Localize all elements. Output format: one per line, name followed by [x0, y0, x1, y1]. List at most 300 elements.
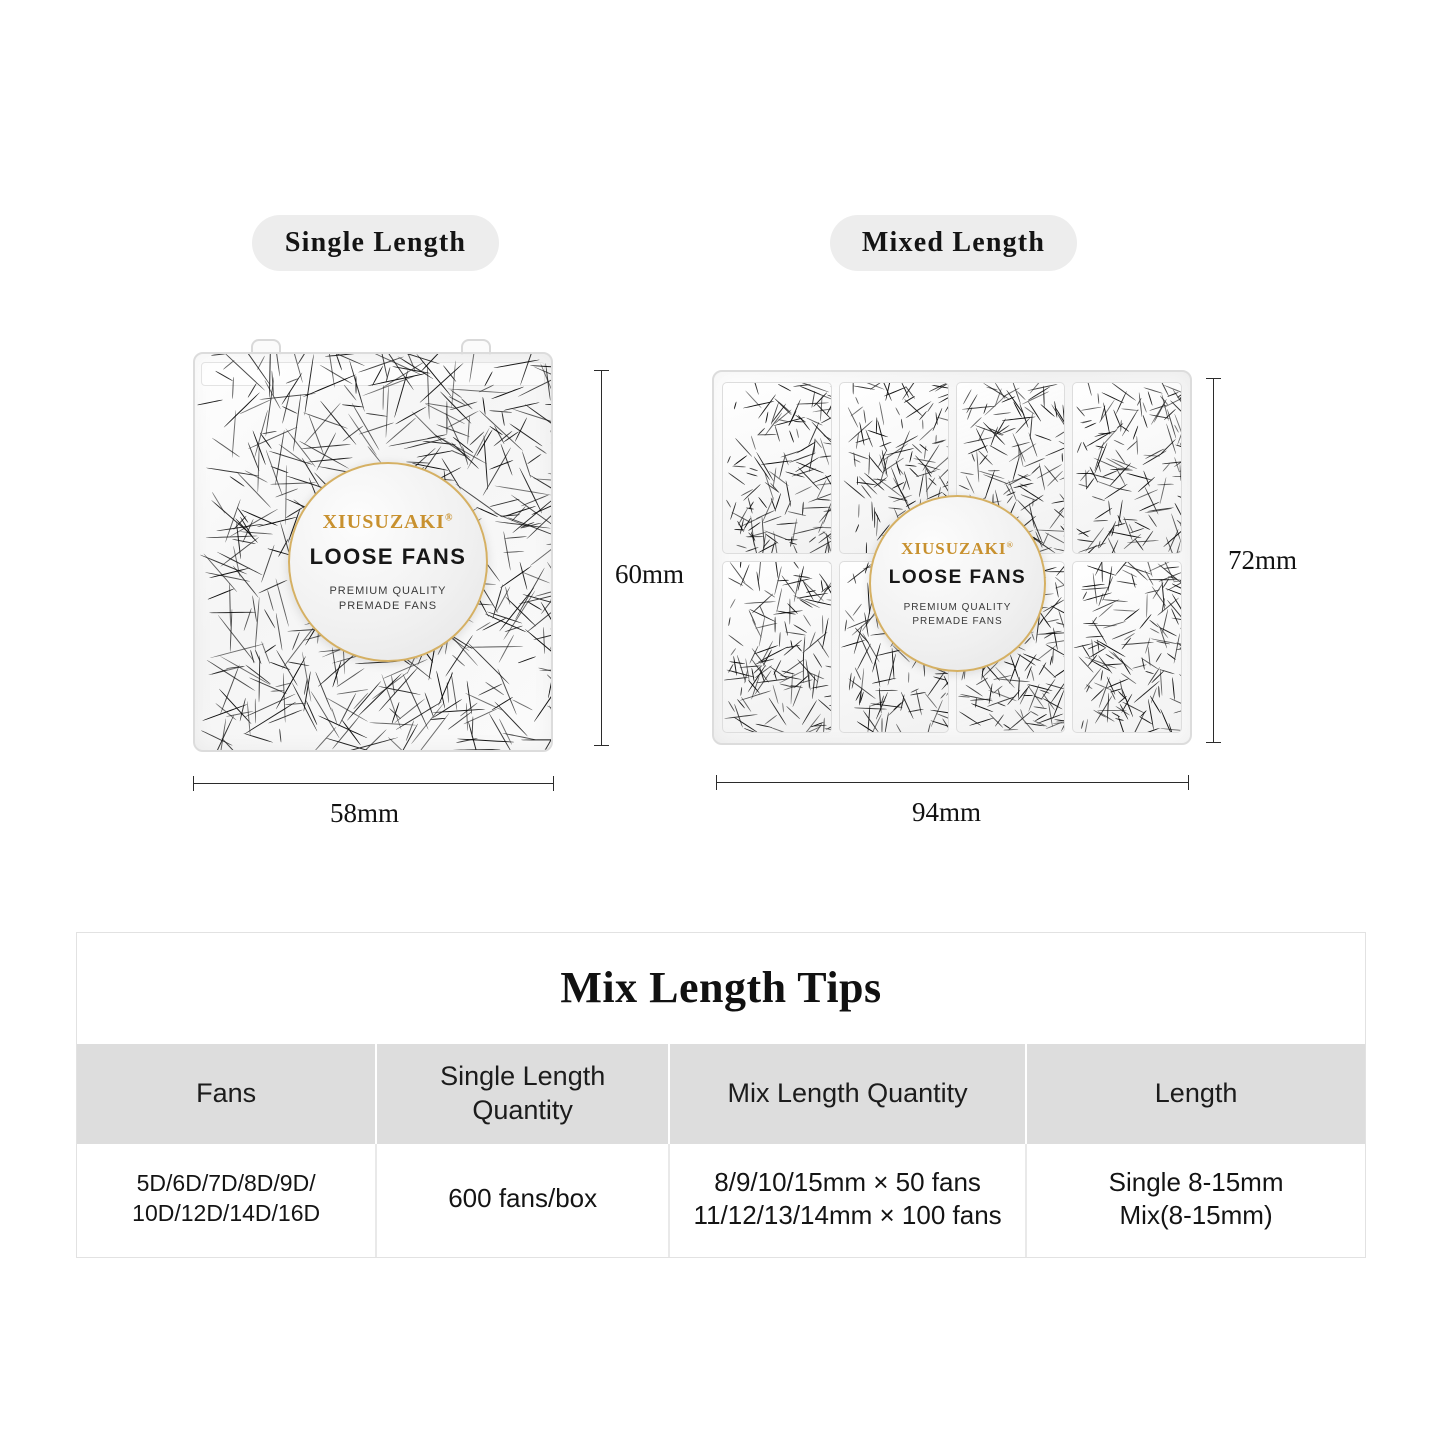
lash-stroke	[896, 723, 905, 733]
lash-stroke	[820, 579, 823, 591]
lash-stroke	[1136, 436, 1138, 455]
dim-label-single-height: 60mm	[615, 559, 685, 589]
brand-sticker-single	[288, 462, 488, 662]
lash-stroke	[786, 706, 800, 720]
lash-stroke	[1122, 570, 1138, 579]
lash-stroke	[303, 354, 314, 415]
lash-stroke	[933, 407, 944, 431]
lash-stroke	[803, 506, 831, 508]
lash-stroke	[1022, 391, 1049, 405]
lash-stroke	[1106, 654, 1115, 660]
lash-stroke	[1081, 720, 1084, 729]
lash-stroke	[785, 621, 789, 636]
lash-stroke	[489, 410, 512, 413]
lash-stroke	[905, 464, 917, 467]
lash-stroke	[895, 407, 900, 416]
lash-stroke	[335, 667, 364, 687]
lash-stroke	[1178, 495, 1182, 499]
lash-stroke	[796, 429, 799, 439]
lash-stroke	[419, 362, 464, 403]
lash-stroke	[1056, 622, 1065, 625]
lash-stroke	[278, 729, 281, 743]
cell-fans-line1: 5D/6D/7D/8D/9D/	[136, 1170, 316, 1197]
lash-stroke	[925, 692, 938, 708]
lash-stroke	[770, 542, 775, 554]
lash-stroke	[1157, 483, 1174, 485]
label-mixed-length-text: Mixed Length	[861, 227, 1046, 258]
lash-stroke	[989, 444, 1008, 455]
lash-stroke	[1031, 669, 1035, 681]
lash-stroke	[793, 544, 801, 554]
dim-line-mixed-height	[1213, 378, 1214, 742]
lash-stroke	[1078, 484, 1088, 488]
sticker-sub-text	[329, 584, 446, 614]
lash-stroke	[1142, 530, 1154, 546]
lash-stroke	[498, 634, 515, 663]
lash-stroke	[1155, 652, 1162, 662]
lash-stroke	[208, 587, 235, 599]
lash-stroke	[733, 455, 747, 466]
table-head	[77, 1044, 1365, 1144]
lash-stroke	[336, 689, 368, 695]
lash-stroke	[1142, 402, 1147, 413]
lash-stroke	[1100, 670, 1103, 681]
lash-stroke	[212, 438, 240, 458]
lash-stroke	[730, 648, 736, 656]
lash-stroke	[910, 467, 920, 477]
lash-stroke	[808, 536, 816, 543]
lash-stroke	[1126, 473, 1152, 481]
lash-stroke	[764, 714, 777, 725]
lash-stroke	[217, 614, 256, 663]
lash-stroke	[500, 565, 532, 588]
lash-stroke	[1023, 695, 1033, 697]
lash-stroke	[867, 430, 888, 438]
lash-stroke	[725, 500, 731, 508]
lash-fans-texture	[723, 383, 831, 553]
lash-stroke	[816, 499, 831, 501]
lash-stroke	[1113, 440, 1124, 446]
lash-stroke	[366, 413, 388, 417]
lash-stroke	[1086, 477, 1095, 489]
sticker-brand-mark: ®	[444, 512, 454, 523]
dim-cap-single-width-left	[193, 776, 194, 791]
lash-stroke	[845, 620, 848, 632]
lash-stroke	[1045, 570, 1065, 571]
lash-stroke	[1096, 640, 1126, 658]
lash-stroke	[1053, 547, 1065, 554]
lash-stroke	[1142, 414, 1148, 428]
lash-stroke	[849, 452, 870, 460]
lash-stroke	[1055, 561, 1065, 576]
lash-stroke	[1015, 417, 1031, 434]
cell-length-line1: Single 8-15mm	[1108, 1166, 1284, 1197]
lash-stroke	[1082, 442, 1088, 452]
lash-stroke	[749, 467, 758, 471]
lash-stroke	[244, 732, 274, 742]
lash-stroke	[383, 385, 385, 410]
dim-label-single-width: 58mm	[330, 798, 400, 828]
lash-stroke	[512, 408, 553, 426]
lash-stroke	[493, 359, 540, 369]
lash-stroke	[1077, 539, 1094, 542]
lash-stroke	[777, 383, 790, 391]
lash-stroke	[223, 392, 259, 428]
lash-stroke	[436, 424, 470, 438]
lash-stroke	[524, 628, 553, 666]
lash-stroke	[1030, 711, 1038, 716]
lash-stroke	[728, 634, 744, 646]
lash-stroke	[733, 401, 736, 409]
lash-stroke	[543, 627, 546, 654]
product-photo-single-length	[193, 352, 553, 752]
lash-stroke	[297, 352, 309, 365]
sticker-brand-mark: ®	[1006, 539, 1014, 550]
lash-stroke	[1133, 680, 1159, 703]
lash-stroke	[740, 687, 742, 696]
lash-stroke	[752, 382, 759, 395]
lash-stroke	[232, 377, 234, 399]
lash-stroke	[1113, 609, 1136, 611]
lash-stroke	[520, 352, 539, 386]
lash-stroke	[1121, 408, 1139, 436]
lash-stroke	[1170, 697, 1182, 707]
cell-fans	[77, 1144, 376, 1258]
lash-stroke	[402, 673, 429, 730]
lash-stroke	[853, 385, 875, 390]
lash-stroke	[518, 656, 537, 664]
lash-stroke	[764, 481, 780, 493]
lash-stroke	[1146, 594, 1148, 618]
lash-stroke	[793, 623, 807, 632]
lash-stroke	[863, 410, 866, 424]
specs-table	[77, 1044, 1365, 1257]
lash-stroke	[215, 370, 233, 381]
lash-stroke	[251, 595, 257, 622]
lash-stroke	[198, 399, 223, 405]
sticker-sub-line1: PREMIUM QUALITY	[903, 602, 1012, 613]
lash-stroke	[803, 614, 812, 626]
lash-stroke	[1032, 632, 1036, 640]
label-mixed-length	[830, 215, 1077, 271]
lash-stroke	[504, 536, 527, 539]
lash-stroke	[774, 426, 780, 443]
lash-stroke	[792, 561, 799, 568]
lash-stroke	[909, 451, 913, 463]
lash-stroke	[1020, 494, 1044, 511]
lash-stroke	[908, 672, 910, 683]
sticker-brand-text: XIUSUZAKI	[901, 539, 1007, 558]
lash-stroke	[831, 405, 832, 419]
lash-stroke	[854, 707, 887, 710]
lash-stroke	[275, 649, 298, 686]
lash-stroke	[254, 597, 260, 650]
lash-stroke	[285, 464, 287, 524]
lash-stroke	[744, 728, 767, 733]
lash-stroke	[731, 512, 752, 524]
lash-stroke	[262, 431, 277, 435]
lash-stroke	[1064, 432, 1065, 444]
lash-stroke	[882, 717, 883, 733]
lash-stroke	[919, 473, 925, 497]
sticker-main-text: LOOSE FANS	[309, 543, 467, 569]
lash-stroke	[940, 693, 946, 700]
lash-stroke	[1179, 464, 1181, 481]
lash-stroke	[748, 497, 753, 513]
lash-stroke	[872, 678, 896, 684]
lash-stroke	[1113, 410, 1121, 428]
lash-stroke	[758, 561, 762, 582]
lash-stroke	[1097, 393, 1099, 404]
lash-fans-texture	[1073, 562, 1181, 732]
sticker-brand	[323, 511, 454, 534]
lash-stroke	[1172, 677, 1175, 700]
lash-stroke	[264, 644, 277, 653]
lash-stroke	[758, 615, 765, 647]
lash-stroke	[1132, 664, 1147, 669]
lash-stroke	[1158, 685, 1160, 697]
lash-stroke	[857, 476, 858, 485]
lash-stroke	[1112, 712, 1121, 718]
lash-stroke	[853, 603, 863, 615]
lash-stroke	[260, 432, 273, 449]
sticker-sub-line2: PREMADE FANS	[912, 615, 1003, 627]
lash-stroke	[727, 455, 731, 463]
lash-stroke	[274, 352, 280, 377]
lash-stroke	[969, 717, 994, 726]
lash-stroke	[727, 700, 735, 712]
lash-stroke	[315, 671, 333, 711]
lash-stroke	[965, 475, 975, 494]
lash-stroke	[361, 374, 417, 396]
lash-stroke	[733, 716, 758, 733]
lash-stroke	[1101, 469, 1118, 477]
lash-stroke	[858, 503, 860, 517]
dim-cap-mixed-height-top	[1206, 378, 1221, 379]
lash-stroke	[1053, 667, 1065, 678]
table-title: Mix Length Tips	[560, 963, 882, 1012]
lash-stroke	[467, 720, 479, 752]
lash-stroke	[272, 371, 275, 397]
lash-stroke	[855, 525, 859, 533]
lash-stroke	[551, 423, 553, 443]
lash-stroke	[1163, 464, 1171, 473]
lash-stroke	[521, 739, 553, 740]
lash-stroke	[820, 561, 831, 572]
lash-stroke	[200, 729, 232, 746]
lash-stroke	[1102, 402, 1110, 435]
dim-cap-single-width-right	[553, 776, 554, 791]
sticker-sub-line2: PREMADE FANS	[338, 599, 438, 612]
lash-stroke	[993, 411, 1011, 414]
lash-fans-texture	[723, 562, 831, 732]
lash-stroke	[779, 632, 781, 647]
lash-stroke	[850, 406, 863, 417]
lash-stroke	[735, 437, 753, 457]
lash-stroke	[1039, 617, 1045, 625]
lash-stroke	[1134, 727, 1160, 733]
lash-stroke	[552, 437, 553, 456]
lash-stroke	[1173, 704, 1182, 714]
lash-stroke	[772, 685, 778, 704]
lash-stroke	[424, 692, 434, 717]
lash-stroke	[769, 727, 788, 733]
lash-stroke	[988, 470, 1000, 471]
lash-stroke	[776, 588, 782, 612]
sticker-sub-text	[904, 601, 1012, 628]
lash-stroke	[795, 486, 812, 495]
dim-cap-mixed-height-bottom	[1206, 742, 1221, 743]
lash-stroke	[1093, 519, 1108, 521]
lash-stroke	[525, 404, 553, 433]
lash-fans-texture	[1073, 383, 1181, 553]
cell-fans-line2: 10D/12D/14D/16D	[132, 1200, 321, 1227]
lash-stroke	[545, 404, 553, 405]
lash-stroke	[1101, 392, 1124, 404]
lash-stroke	[879, 402, 885, 425]
lash-stroke	[319, 400, 356, 445]
table-header-mix-length-quantity: Mix Length Quantity	[669, 1044, 1026, 1144]
table-header-single-length-quantity	[376, 1044, 669, 1144]
lash-stroke	[958, 711, 980, 726]
lash-stroke	[1178, 673, 1182, 689]
lash-stroke	[757, 433, 777, 435]
lash-stroke	[1035, 529, 1065, 532]
compartment	[1072, 382, 1182, 554]
lash-stroke	[852, 382, 853, 395]
lash-stroke	[740, 561, 742, 568]
lash-stroke	[998, 678, 1030, 682]
table-header-fans: Fans	[77, 1044, 376, 1144]
dim-label-mixed-height: 72mm	[1228, 545, 1298, 575]
lash-stroke	[1065, 583, 1066, 593]
lash-stroke	[206, 467, 259, 476]
lash-stroke	[450, 748, 501, 750]
product-photo-mixed-length	[712, 370, 1192, 745]
lash-stroke	[728, 617, 731, 626]
label-single-length-text: Single Length	[284, 227, 467, 258]
lash-stroke	[765, 411, 769, 423]
lash-stroke	[211, 353, 227, 356]
lash-stroke	[825, 666, 832, 670]
lash-stroke	[823, 443, 832, 448]
lash-stroke	[264, 609, 276, 629]
dim-label-mixed-width: 94mm	[912, 797, 982, 827]
lash-stroke	[1008, 711, 1032, 731]
lash-stroke	[1076, 406, 1086, 417]
lash-stroke	[947, 442, 948, 466]
lash-stroke	[1024, 458, 1046, 468]
lash-stroke	[367, 445, 382, 463]
lash-stroke	[736, 544, 746, 548]
mix-length-tips-table	[76, 932, 1366, 1258]
lash-stroke	[1077, 441, 1083, 453]
lash-stroke	[775, 493, 782, 511]
lash-stroke	[1076, 528, 1089, 537]
compartment	[722, 382, 832, 554]
lash-stroke	[244, 470, 268, 483]
compartment	[1072, 561, 1182, 733]
lash-stroke	[732, 465, 746, 467]
lash-stroke	[824, 693, 832, 697]
cell-length	[1026, 1144, 1365, 1258]
lash-stroke	[489, 498, 519, 507]
brand-sticker-mixed	[869, 495, 1046, 672]
lash-stroke	[1064, 674, 1065, 688]
lash-stroke	[871, 501, 873, 521]
lash-stroke	[1084, 719, 1089, 733]
lash-stroke	[547, 704, 553, 722]
lash-stroke	[812, 653, 822, 668]
lash-stroke	[1160, 476, 1168, 504]
lash-stroke	[1064, 646, 1066, 658]
lash-stroke	[724, 714, 758, 719]
lash-stroke	[746, 472, 758, 476]
sticker-brand-text: XIUSUZAKI	[322, 510, 445, 533]
lash-stroke	[1084, 422, 1096, 428]
lash-stroke	[946, 446, 948, 451]
lash-stroke	[730, 502, 737, 520]
sticker-main-text: LOOSE FANS	[888, 567, 1027, 588]
lash-stroke	[963, 437, 992, 444]
lash-stroke	[1081, 407, 1102, 411]
lash-stroke	[971, 453, 975, 462]
cell-mix-quantity-line2: 11/12/13/14mm × 100 fans	[693, 1200, 1002, 1231]
table-header-length: Length	[1026, 1044, 1365, 1144]
lash-stroke	[552, 579, 553, 610]
lash-stroke	[222, 359, 235, 370]
lash-stroke	[1104, 484, 1128, 501]
lash-stroke	[1033, 706, 1047, 709]
lash-stroke	[875, 689, 898, 691]
lash-stroke	[874, 660, 880, 687]
lash-stroke	[484, 371, 493, 386]
cell-length-line2: Mix(8-15mm)	[1119, 1200, 1273, 1231]
table-row	[77, 1144, 1365, 1258]
lash-stroke	[798, 414, 811, 430]
lash-stroke	[789, 431, 795, 444]
dim-cap-single-height-top	[594, 370, 609, 371]
lash-stroke	[755, 451, 773, 481]
lash-stroke	[467, 642, 510, 685]
table-header-single-length-quantity-line2: Quantity	[472, 1094, 573, 1125]
lash-stroke	[826, 599, 831, 602]
lash-stroke	[774, 616, 775, 632]
dim-line-single-height	[601, 370, 602, 745]
lash-stroke	[808, 490, 832, 503]
lash-stroke	[261, 641, 271, 664]
lash-stroke	[948, 457, 949, 466]
lash-stroke	[1011, 442, 1030, 448]
lash-stroke	[884, 712, 889, 733]
dim-line-single-width	[193, 783, 553, 784]
lash-stroke	[1085, 382, 1092, 396]
lash-stroke	[1051, 500, 1065, 505]
lash-stroke	[268, 709, 303, 724]
lash-stroke	[855, 397, 859, 405]
cell-single-quantity: 600 fans/box	[376, 1144, 669, 1258]
table-body	[77, 1144, 1365, 1258]
lash-stroke	[960, 472, 974, 475]
lash-stroke	[1132, 425, 1138, 439]
dim-line-mixed-width	[716, 782, 1188, 783]
sticker-brand	[901, 539, 1014, 559]
lash-stroke	[922, 420, 924, 430]
lash-stroke	[547, 561, 553, 592]
dim-cap-single-height-bottom	[594, 745, 609, 746]
lash-stroke	[1064, 517, 1065, 528]
lash-stroke	[976, 451, 979, 483]
